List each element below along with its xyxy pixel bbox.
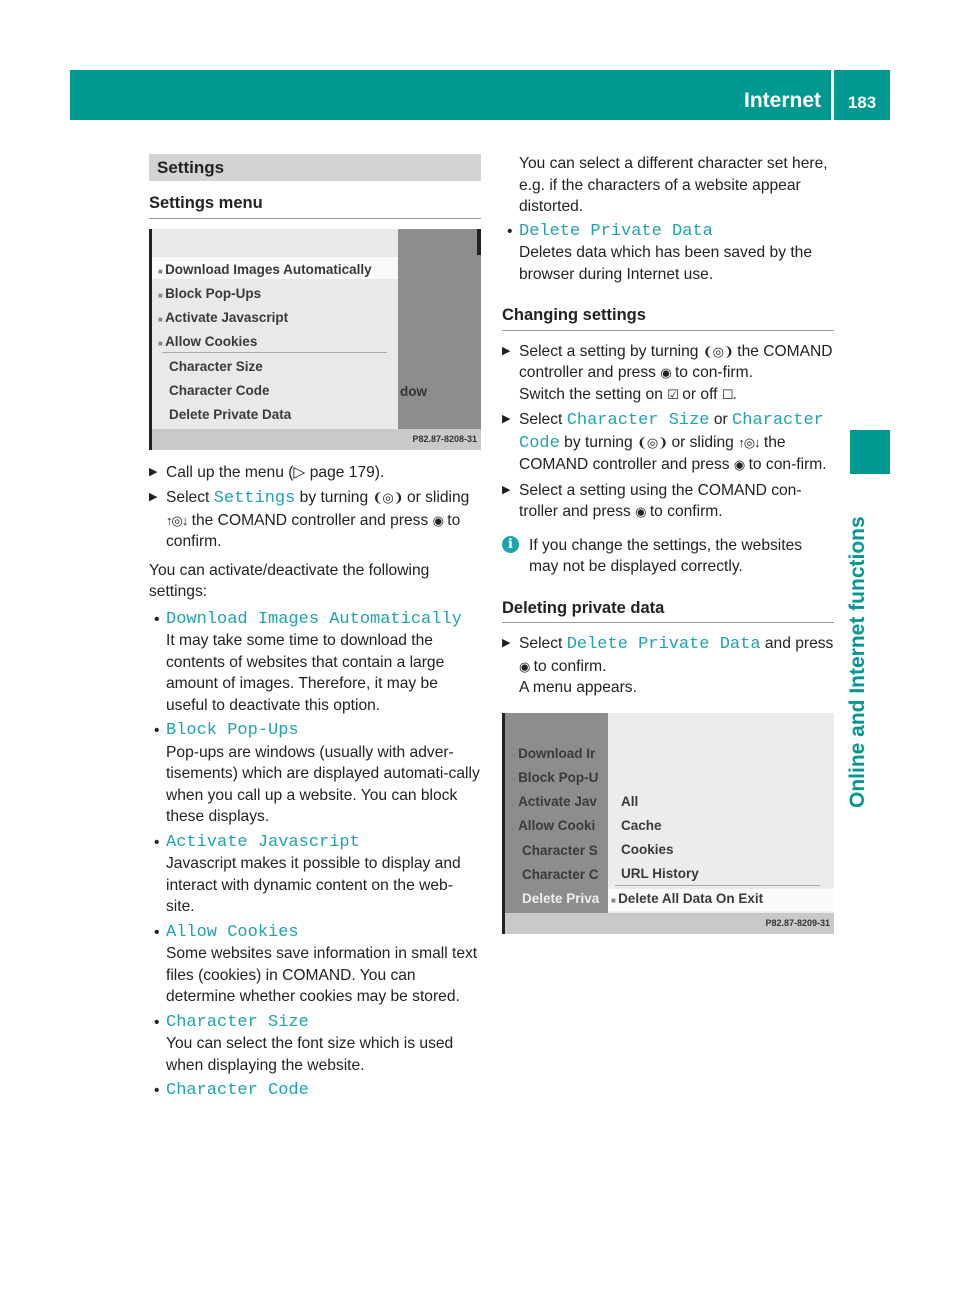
submenu-option-label: Cookies bbox=[621, 842, 674, 858]
text-segment: the COMAND controller and press bbox=[519, 433, 786, 473]
continued-text: You can select a different character set here, e.g. if the characters of a website appear distorted. bbox=[519, 155, 828, 215]
bullet-icon: • bbox=[154, 610, 160, 628]
left-column bbox=[149, 154, 481, 1102]
controller-icon: ◉ bbox=[733, 457, 745, 472]
step-arrow-icon: ▶ bbox=[502, 483, 511, 496]
submenu-option bbox=[621, 791, 638, 813]
controller-icon: ◉ bbox=[432, 512, 443, 528]
bullet-icon: • bbox=[507, 222, 513, 240]
menu-item-reference: Character Size bbox=[566, 411, 710, 430]
submenu-option bbox=[621, 863, 699, 885]
bullet-icon: • bbox=[154, 1013, 160, 1031]
bullet-icon: • bbox=[154, 1082, 160, 1099]
text-segment: Select a setting by turning bbox=[519, 342, 703, 360]
image-reference: P82.87-8208-31 bbox=[152, 429, 481, 450]
text-segment: and press bbox=[760, 635, 834, 652]
submenu-option bbox=[611, 888, 763, 912]
instruction-step bbox=[149, 462, 481, 484]
text-segment: Select bbox=[166, 489, 214, 506]
checkbox-icon: ■ bbox=[511, 823, 519, 833]
subheading-settings-menu: Settings menu bbox=[149, 193, 481, 219]
background-fragment: dow bbox=[400, 383, 427, 399]
setting-description: Deletes data which has been saved by the browser during Internet use. bbox=[519, 244, 813, 283]
setting-name: Download Images Automatically bbox=[166, 609, 462, 629]
setting-description: It may take some time to download the contents of websites that contain a large amount of images. Therefore, it may be useful to deactivate this option. bbox=[166, 632, 445, 714]
menu-option-label: Character C bbox=[522, 867, 599, 882]
text-segment: by turning bbox=[559, 433, 637, 451]
text-segment: by turning bbox=[295, 489, 373, 506]
side-tab-marker bbox=[850, 430, 890, 474]
menu-option bbox=[511, 767, 598, 791]
note-text: If you change the settings, the websites may not be displayed correctly. bbox=[529, 536, 803, 575]
menu-option bbox=[158, 283, 261, 307]
text-segment: Call up the menu ( bbox=[166, 463, 294, 481]
text-segment: Select a setting using the COMAND con-troller and press bbox=[519, 481, 802, 520]
controller-icon: ↑◎↓ bbox=[738, 434, 760, 450]
menu-option-label: Block Pop-U bbox=[518, 769, 599, 785]
submenu-option-label: Delete All Data On Exit bbox=[618, 890, 764, 906]
submenu-option bbox=[621, 815, 662, 837]
text-segment: Select bbox=[519, 411, 567, 428]
menu-option bbox=[169, 380, 270, 402]
instruction-step bbox=[502, 341, 834, 406]
text-segment: or sliding bbox=[402, 489, 470, 506]
bullet-icon: • bbox=[154, 833, 160, 851]
checkbox-icon: ■ bbox=[511, 799, 519, 809]
menu-option bbox=[158, 331, 257, 355]
setting-name: Character Size bbox=[166, 1012, 309, 1032]
menu-option bbox=[158, 307, 288, 331]
step-arrow-icon: ▶ bbox=[149, 465, 158, 478]
heading-changing-settings: Changing settings bbox=[502, 305, 834, 331]
controller-icon: ◉ bbox=[660, 365, 671, 380]
menu-option-label: Delete Priva bbox=[522, 891, 600, 907]
menu-option bbox=[522, 840, 598, 862]
checkbox-icon: ■ bbox=[158, 290, 166, 300]
menu-option-label: Delete Private Data bbox=[169, 407, 292, 423]
text-segment: to confirm. bbox=[166, 511, 461, 550]
submenu-option bbox=[621, 839, 674, 861]
menu-item-reference: Settings bbox=[213, 489, 296, 508]
setting-item bbox=[149, 832, 481, 918]
step-arrow-icon: ▶ bbox=[502, 413, 511, 425]
text-segment: ▷ page 179 bbox=[293, 463, 375, 481]
heading-deleting-private-data: Deleting private data bbox=[502, 598, 834, 624]
text-segment: the COMAND controller and press bbox=[187, 511, 433, 529]
right-column bbox=[502, 153, 834, 934]
step-arrow-icon: ▶ bbox=[502, 344, 511, 357]
setting-name: Activate Javascript bbox=[166, 832, 360, 852]
text-segment: to confirm. bbox=[529, 657, 607, 675]
setting-item bbox=[149, 609, 481, 717]
section-title: Settings bbox=[157, 158, 225, 177]
menu-option-label: Activate Javascript bbox=[165, 310, 289, 326]
setting-item bbox=[149, 1080, 481, 1102]
instruction-step bbox=[502, 480, 834, 523]
text-segment: to con-firm. bbox=[744, 456, 827, 473]
step-arrow-icon: ▶ bbox=[149, 491, 158, 503]
menu-option-label: Block Pop-Ups bbox=[165, 285, 262, 301]
text-segment: to confirm. bbox=[645, 503, 723, 520]
checkbox-icon: ■ bbox=[511, 774, 519, 784]
text-segment: A menu appears. bbox=[519, 679, 637, 696]
controller-icon: ☐ bbox=[721, 386, 733, 402]
checkbox-icon: ■ bbox=[511, 750, 519, 760]
menu-option bbox=[511, 743, 595, 767]
menu-option-label: Download Images Automatically bbox=[165, 261, 372, 277]
menu-option-label: Allow Cookies bbox=[165, 334, 258, 350]
bullet-icon: • bbox=[154, 923, 160, 941]
text-segment: or off bbox=[677, 385, 722, 403]
controller-icon: ◉ bbox=[519, 658, 530, 674]
menu-option-label: Character S bbox=[522, 842, 598, 858]
menu-option bbox=[522, 888, 599, 910]
setting-description: Javascript makes it possible to display and interact with dynamic content on the web-site. bbox=[166, 855, 461, 915]
info-note bbox=[502, 535, 834, 578]
image-reference: P82.87-8209-31 bbox=[505, 913, 834, 934]
checkbox-icon: ■ bbox=[158, 339, 166, 349]
menu-option-label: Character Size bbox=[169, 358, 263, 374]
setting-name: Character Code bbox=[166, 1081, 309, 1100]
delete-data-screenshot bbox=[502, 713, 834, 934]
setting-description: Some websites save information in small text files (cookies) in COMAND. You can determine whether cookies may be stored. bbox=[166, 945, 478, 1005]
setting-name: Delete Private Data bbox=[519, 221, 713, 241]
setting-item bbox=[149, 1012, 481, 1077]
submenu-option-label: All bbox=[621, 793, 639, 809]
text-segment: Select bbox=[519, 635, 567, 652]
chapter-title: Internet bbox=[70, 70, 831, 120]
side-section-label: Online and Internet functions bbox=[846, 516, 869, 808]
controller-icon: ↑◎↓ bbox=[166, 512, 188, 528]
controller-icon: ☑ bbox=[667, 386, 678, 402]
menu-item-reference: Delete Private Data bbox=[566, 635, 761, 654]
controller-icon: ❨◎❩ bbox=[372, 490, 403, 505]
info-icon: i bbox=[502, 536, 519, 553]
menu-option-label: Activate Jav bbox=[518, 794, 597, 810]
controller-icon: ❨◎❩ bbox=[636, 434, 668, 450]
menu-option-label: Character Code bbox=[169, 383, 270, 398]
menu-option bbox=[169, 356, 263, 378]
settings-menu-screenshot bbox=[149, 229, 481, 450]
intro-text: You can activate/deactivate the following settings: bbox=[149, 561, 430, 600]
controller-icon: ❨◎❩ bbox=[702, 343, 733, 359]
text-segment: to con-firm. bbox=[670, 364, 753, 381]
text-segment: Switch the setting on bbox=[519, 385, 668, 403]
menu-option bbox=[511, 815, 595, 839]
menu-option bbox=[158, 259, 372, 283]
text-segment: . bbox=[732, 385, 737, 403]
menu-option bbox=[169, 404, 291, 426]
submenu-option-label: URL History bbox=[621, 866, 699, 882]
menu-option bbox=[511, 791, 597, 815]
text-segment: ). bbox=[374, 463, 385, 481]
checkbox-icon: ■ bbox=[158, 266, 166, 276]
checkbox-icon: ■ bbox=[611, 895, 619, 905]
menu-option-label: Download Ir bbox=[518, 745, 596, 761]
bullet-icon: • bbox=[154, 722, 160, 739]
submenu-option-label: Cache bbox=[621, 817, 662, 833]
text-segment: or sliding bbox=[667, 433, 739, 451]
setting-description: You can select the font size which is used when displaying the website. bbox=[166, 1035, 454, 1074]
setting-name: Block Pop-Ups bbox=[166, 721, 299, 740]
setting-name: Allow Cookies bbox=[166, 922, 299, 942]
setting-item bbox=[502, 221, 834, 286]
section-bar bbox=[149, 154, 481, 181]
controller-icon: ◉ bbox=[635, 504, 646, 519]
setting-description: Pop-ups are windows (usually with adver-tisements) which are displayed automati-cally when you call up a website. You can block these displays. bbox=[166, 743, 480, 825]
menu-option bbox=[522, 864, 599, 886]
checkbox-icon: ■ bbox=[158, 315, 166, 325]
page-number: 183 bbox=[834, 70, 890, 120]
text-segment: or bbox=[709, 411, 733, 428]
setting-item bbox=[149, 720, 481, 828]
step-arrow-icon: ▶ bbox=[502, 637, 511, 649]
instruction-step bbox=[502, 633, 834, 699]
text-segment: the COMAND controller and press bbox=[519, 342, 833, 381]
menu-item-reference: Character Code bbox=[519, 411, 824, 453]
menu-option-label: Allow Cooki bbox=[518, 818, 596, 834]
instruction-step bbox=[149, 487, 481, 553]
setting-item bbox=[149, 922, 481, 1008]
instruction-step bbox=[502, 409, 834, 476]
